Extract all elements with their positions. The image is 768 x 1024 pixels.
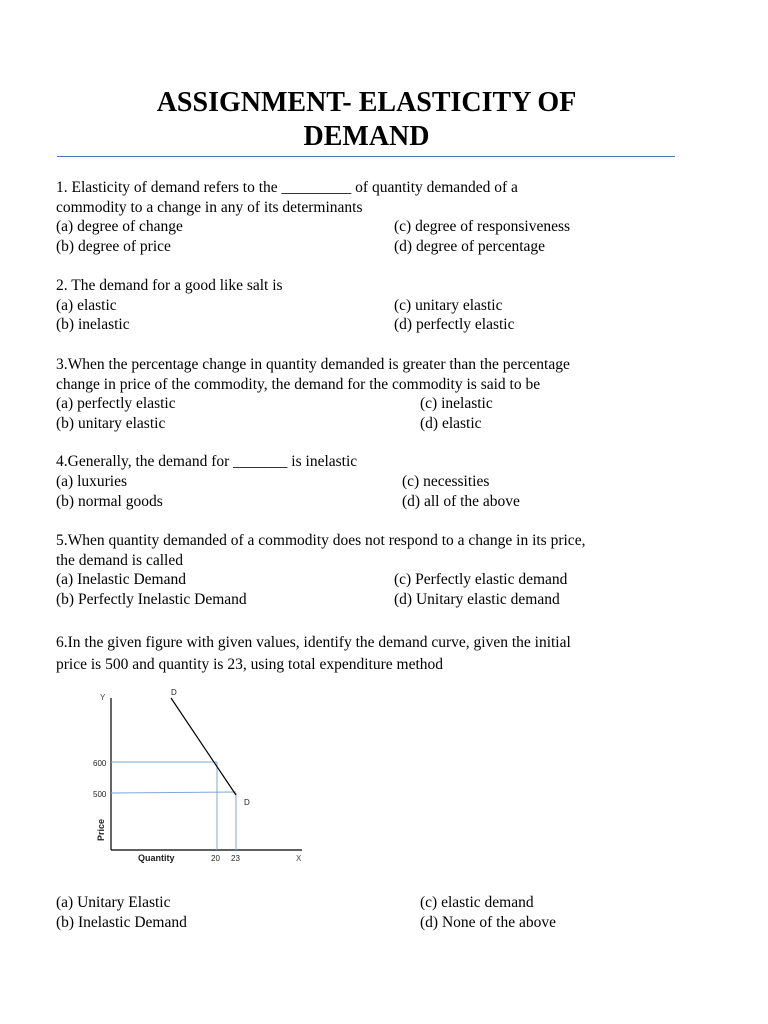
question-5-options <box>56 570 716 609</box>
y-tick-500: 500 <box>93 790 107 799</box>
question-3-stem-line-2: change in price of the commodity, the demand for the commodity is said to be <box>56 375 541 393</box>
question-6-option-b[interactable]: (b) Inelastic Demand <box>56 913 187 931</box>
question-6-options-block <box>56 893 716 932</box>
page-title <box>0 86 733 154</box>
question-5-stem-line-1: 5.When quantity demanded of a commodity does not respond to a change in its price, <box>56 532 586 549</box>
y-axis-label: Price <box>96 818 106 841</box>
question-1-options <box>56 217 716 256</box>
question-6-stem-line-1: 6.In the given figure with given values, identify the demand curve, given the initial <box>56 634 571 651</box>
question-3-option-a[interactable]: (a) perfectly elastic <box>56 395 176 413</box>
question-1-stem-line-1: 1. Elasticity of demand refers to the _________ of quantity demanded of a <box>56 179 518 196</box>
question-3-option-d[interactable]: (d) elastic <box>420 415 482 433</box>
question-6 <box>56 632 716 676</box>
question-6-option-d[interactable]: (d) None of the above <box>420 913 557 931</box>
question-4-option-c[interactable]: (c) necessities <box>402 472 490 490</box>
question-2-option-d[interactable]: (d) perfectly elastic <box>394 316 515 334</box>
question-2 <box>56 276 716 335</box>
question-2-option-b[interactable]: (b) inelastic <box>56 316 130 334</box>
question-2-option-c[interactable]: (c) unitary elastic <box>394 296 503 314</box>
question-4-option-d[interactable]: (d) all of the above <box>402 493 520 511</box>
question-4-options <box>56 472 716 511</box>
question-4-option-b[interactable]: (b) normal goods <box>56 493 163 511</box>
question-1-option-d[interactable]: (d) degree of percentage <box>394 238 546 256</box>
page-title-line-2: DEMAND <box>303 121 430 152</box>
question-1-option-b[interactable]: (b) degree of price <box>56 238 171 256</box>
question-5 <box>56 531 716 610</box>
question-5-stem-line-2: the demand is called <box>56 551 183 569</box>
curve-label-top: D <box>171 688 177 697</box>
question-4-stem-line-1: 4.Generally, the demand for _______ is inelastic <box>56 453 358 470</box>
x-axis-letter: X <box>296 854 302 863</box>
y-tick-600: 600 <box>93 759 107 768</box>
x-tick-20: 20 <box>211 854 220 863</box>
question-5-option-b[interactable]: (b) Perfectly Inelastic Demand <box>56 591 247 609</box>
question-5-option-c[interactable]: (c) Perfectly elastic demand <box>394 571 568 589</box>
question-2-option-a[interactable]: (a) elastic <box>56 296 117 314</box>
question-3-option-c[interactable]: (c) inelastic <box>420 395 493 413</box>
question-3-stem-line-1: 3.When the percentage change in quantity demanded is greater than the percentage <box>56 356 570 373</box>
question-1-stem-line-2: commodity to a change in any of its determinants <box>56 198 363 216</box>
x-axis-label: Quantity <box>138 853 175 863</box>
question-5-option-d[interactable]: (d) Unitary elastic demand <box>394 591 560 609</box>
question-1-option-c[interactable]: (c) degree of responsiveness <box>394 218 571 236</box>
demand-curve-line <box>171 698 236 795</box>
question-6-options <box>56 893 716 932</box>
question-5-option-a[interactable]: (a) Inelastic Demand <box>56 571 186 589</box>
page-title-line-1: ASSIGNMENT- ELASTICITY OF <box>156 87 577 118</box>
question-1 <box>56 178 716 257</box>
y-axis-letter: Y <box>100 693 106 702</box>
question-4-option-a[interactable]: (a) luxuries <box>56 472 128 490</box>
curve-label-bottom: D <box>244 798 250 807</box>
question-2-options <box>56 296 716 335</box>
question-2-stem-line-1: 2. The demand for a good like salt is <box>56 277 283 294</box>
question-6-option-c[interactable]: (c) elastic demand <box>420 894 534 911</box>
question-3-options <box>56 394 716 433</box>
demand-curve-chart <box>80 684 320 870</box>
question-3-option-b[interactable]: (b) unitary elastic <box>56 415 166 433</box>
question-6-option-a[interactable]: (a) Unitary Elastic <box>56 894 171 911</box>
question-3 <box>56 355 716 434</box>
question-4 <box>56 452 716 511</box>
question-1-option-a[interactable]: (a) degree of change <box>56 218 183 236</box>
x-tick-23: 23 <box>231 854 240 863</box>
title-divider <box>57 156 675 157</box>
question-6-stem-line-2: price is 500 and quantity is 23, using total expenditure method <box>56 656 444 673</box>
